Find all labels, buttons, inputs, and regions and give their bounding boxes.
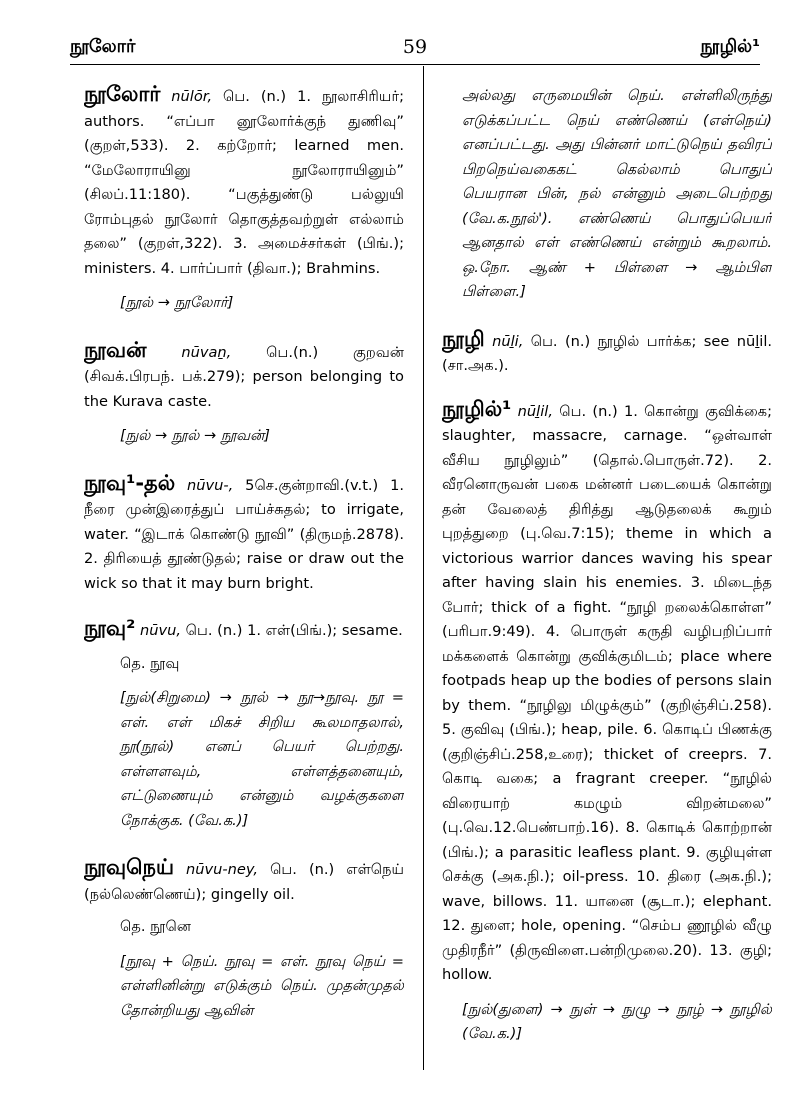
dictionary-entry	[442, 327, 772, 379]
entry-body: பெ. (n.) 1. எள்(பிங்.); sesame.	[185, 622, 403, 639]
entry-body: பெ. (n.) எள்நெய் (நல்லெண்ணெய்); gingelly oil.	[84, 861, 404, 903]
cognate: தெ. நூனெ	[120, 918, 191, 935]
page-header	[70, 30, 760, 64]
transliteration: nūḻil,	[517, 402, 553, 420]
entry-body: பெ. (n.) 1. நூலாசிரியர்; authors. “எப்பா னூலோர்க்குந் துணிவு” (குறள்,533). 2. கற்றோர்; learned men. “மேலோராயினு நூலோராயினும்” (சிலப்.11:180). “பகுத்துண்டு பல்லுயி ரோம்புதல் நூலோர் தொகுத்தவற்றுள் எல்லாம் தலை” (குறள்,322). 3. அமைச்சர்கள் (பிங்.); ministers. 4. பார்ப்பார் (திவா.); Brahmins.	[84, 88, 404, 277]
headword: நூவன்	[84, 337, 147, 362]
etymology-continuation: அல்லது எருமையின் நெய். எள்ளிலிருந்து எடுக்கப்பட்ட நெய் எண்ணெய் (எள்நெய்) எனப்பட்டது. அது பின்னர் மாட்டுநெய் தவிரப் பிறநெய்வகைகட் கெல்லாம் பொதுப் பெயரான பின், நல் என்னும் அடைபெற்றது (வே.க.நூல்'). எண்ணெய் பொதுப்பெயர் ஆனதால் எள் எண்ணெய் என்றும் கூறலாம். ஒ.நோ. ஆண் + பிள்ளை → ஆம்பிள பிள்ளை.]	[462, 87, 772, 300]
left-column	[84, 82, 404, 1082]
transliteration: nūvu,	[139, 622, 182, 639]
right-column	[442, 84, 772, 1064]
dictionary-entry	[84, 82, 404, 281]
headword: நூவுநெய்	[84, 855, 174, 879]
transliteration: nūvu-,	[187, 476, 234, 494]
dictionary-entry	[84, 338, 404, 415]
etymology: [நுல்(சிறுமை) → நூல் → நூ→நூவு. நூ = எள். எள் மிகச் சிறிய கூலமாதலால், நூ(நூல்) எனப் பெயர் பெற்றது. எள்ளளவும், எள்ளத்தனையும், எட்டுணையும் என்னும் வழக்குகளை நோக்குக. (வே.க.)]	[120, 689, 404, 829]
dictionary-entry	[84, 855, 404, 907]
page-number: 59	[402, 36, 428, 58]
headword: நூவு²	[84, 616, 136, 640]
entry-body: 5செ.குன்றாவி.(v.t.) 1. நீரை முன்இரைத்துப் பாய்ச்சுதல்; to irrigate, water. “இடாக் கொண்டு நூவி” (திருமந்.2878). 2. திரியைத் தூண்டுதல்; raise or draw out the wick so that it may burn bright.	[84, 476, 404, 592]
transliteration: nūḻi,	[492, 332, 524, 350]
cognate: தெ. நூவு	[120, 654, 180, 672]
guide-word-left: நூலோர்	[70, 36, 136, 57]
etymology: [நுல்(துளை) → நுள் → நுழு → நூழ் → நூழில் (வே.க.)]	[462, 1000, 772, 1042]
transliteration: nūlōr,	[171, 88, 213, 105]
guide-word-right: நூழில்¹	[700, 36, 760, 57]
headword: நூவு¹-தல்	[84, 470, 176, 495]
column-divider	[423, 66, 424, 1070]
etymology: [நூவு + நெய். நூவு = எள். நூவு நெய் = எள்ளினின்று எடுக்கும் நெய். முதன்முதல் தோன்றியது ஆவின்	[120, 952, 404, 1019]
header-rule	[70, 64, 760, 65]
headword: நூழில்¹	[442, 396, 512, 421]
dictionary-entry	[84, 616, 404, 644]
entry-body: பெ.(n.) குறவன் (சிவக்.பிரபந். பக்.279); person belonging to the Kurava caste.	[84, 343, 404, 410]
headword: நூழி	[442, 326, 485, 351]
etymology: [நூல் → நூலோர்]	[120, 294, 234, 311]
dictionary-entry	[442, 397, 772, 988]
transliteration: nūvu-ney,	[186, 861, 259, 878]
transliteration: nūvaṉ,	[181, 343, 232, 361]
entry-body: பெ. (n.) நூழில் பார்க்க; see nūḻil. (சா.அக.).	[442, 332, 772, 374]
headword: நூலோர்	[84, 82, 161, 106]
entry-body: பெ. (n.) 1. கொன்று குவிக்கை; slaughter, massacre, carnage. “ஒள்வாள் வீசிய நூழிலும்” (தொல்.பொருள்.72). 2. வீரனொருவன் பகை மன்னர் படையைக் கொன்று தன் வேலைத் திரித்து ஆடுதலைக் கூறும் புறத்துறை (பு.வெ.7:15); theme in which a victorious warrior dances waving his spear after having slain his enemies. 3. மிடைந்த போர்; thick of a fight. “நூழி றலைக்கொள்ள” (பரிபா.9:49). 4. பொருள் கருதி வழிபறிப்பார் மக்களைக் கொன்று குவிக்குமிடம்; place where footpads heap up the bodies of persons slain by them. “நூழிலு மிழுக்கும்” (குறிஞ்சிப்.258). 5. குவிவு (பிங்.); heap, pile. 6. கொடிப் பிணக்கு (குறிஞ்சிப்.258,உரை); thicket of creeprs. 7. கொடி வகை; a fragrant creeper. “நூழில் விரையாற் கமழும் விறன்மலை” (பு.வெ.12.பெண்பாற்.16). 8. கொடிக் கொற்றான் (பிங்.); a parasitic leafless plant. 9. குழியுள்ள செக்கு (அக.நி.); oil-press. 10. திரை (அக.நி.); wave, billows. 11. யானை (சூடா.); elephant. 12. துளை; hole, opening. “செம்ப ணூழில் வீழு முதிரநீர்” (திருவிளை.பன்றிமுலை.20). 13. குழி; hollow.	[442, 402, 772, 983]
dictionary-entry	[84, 471, 404, 597]
etymology: [நுல் → நூல் → நூவன்]	[120, 427, 270, 444]
